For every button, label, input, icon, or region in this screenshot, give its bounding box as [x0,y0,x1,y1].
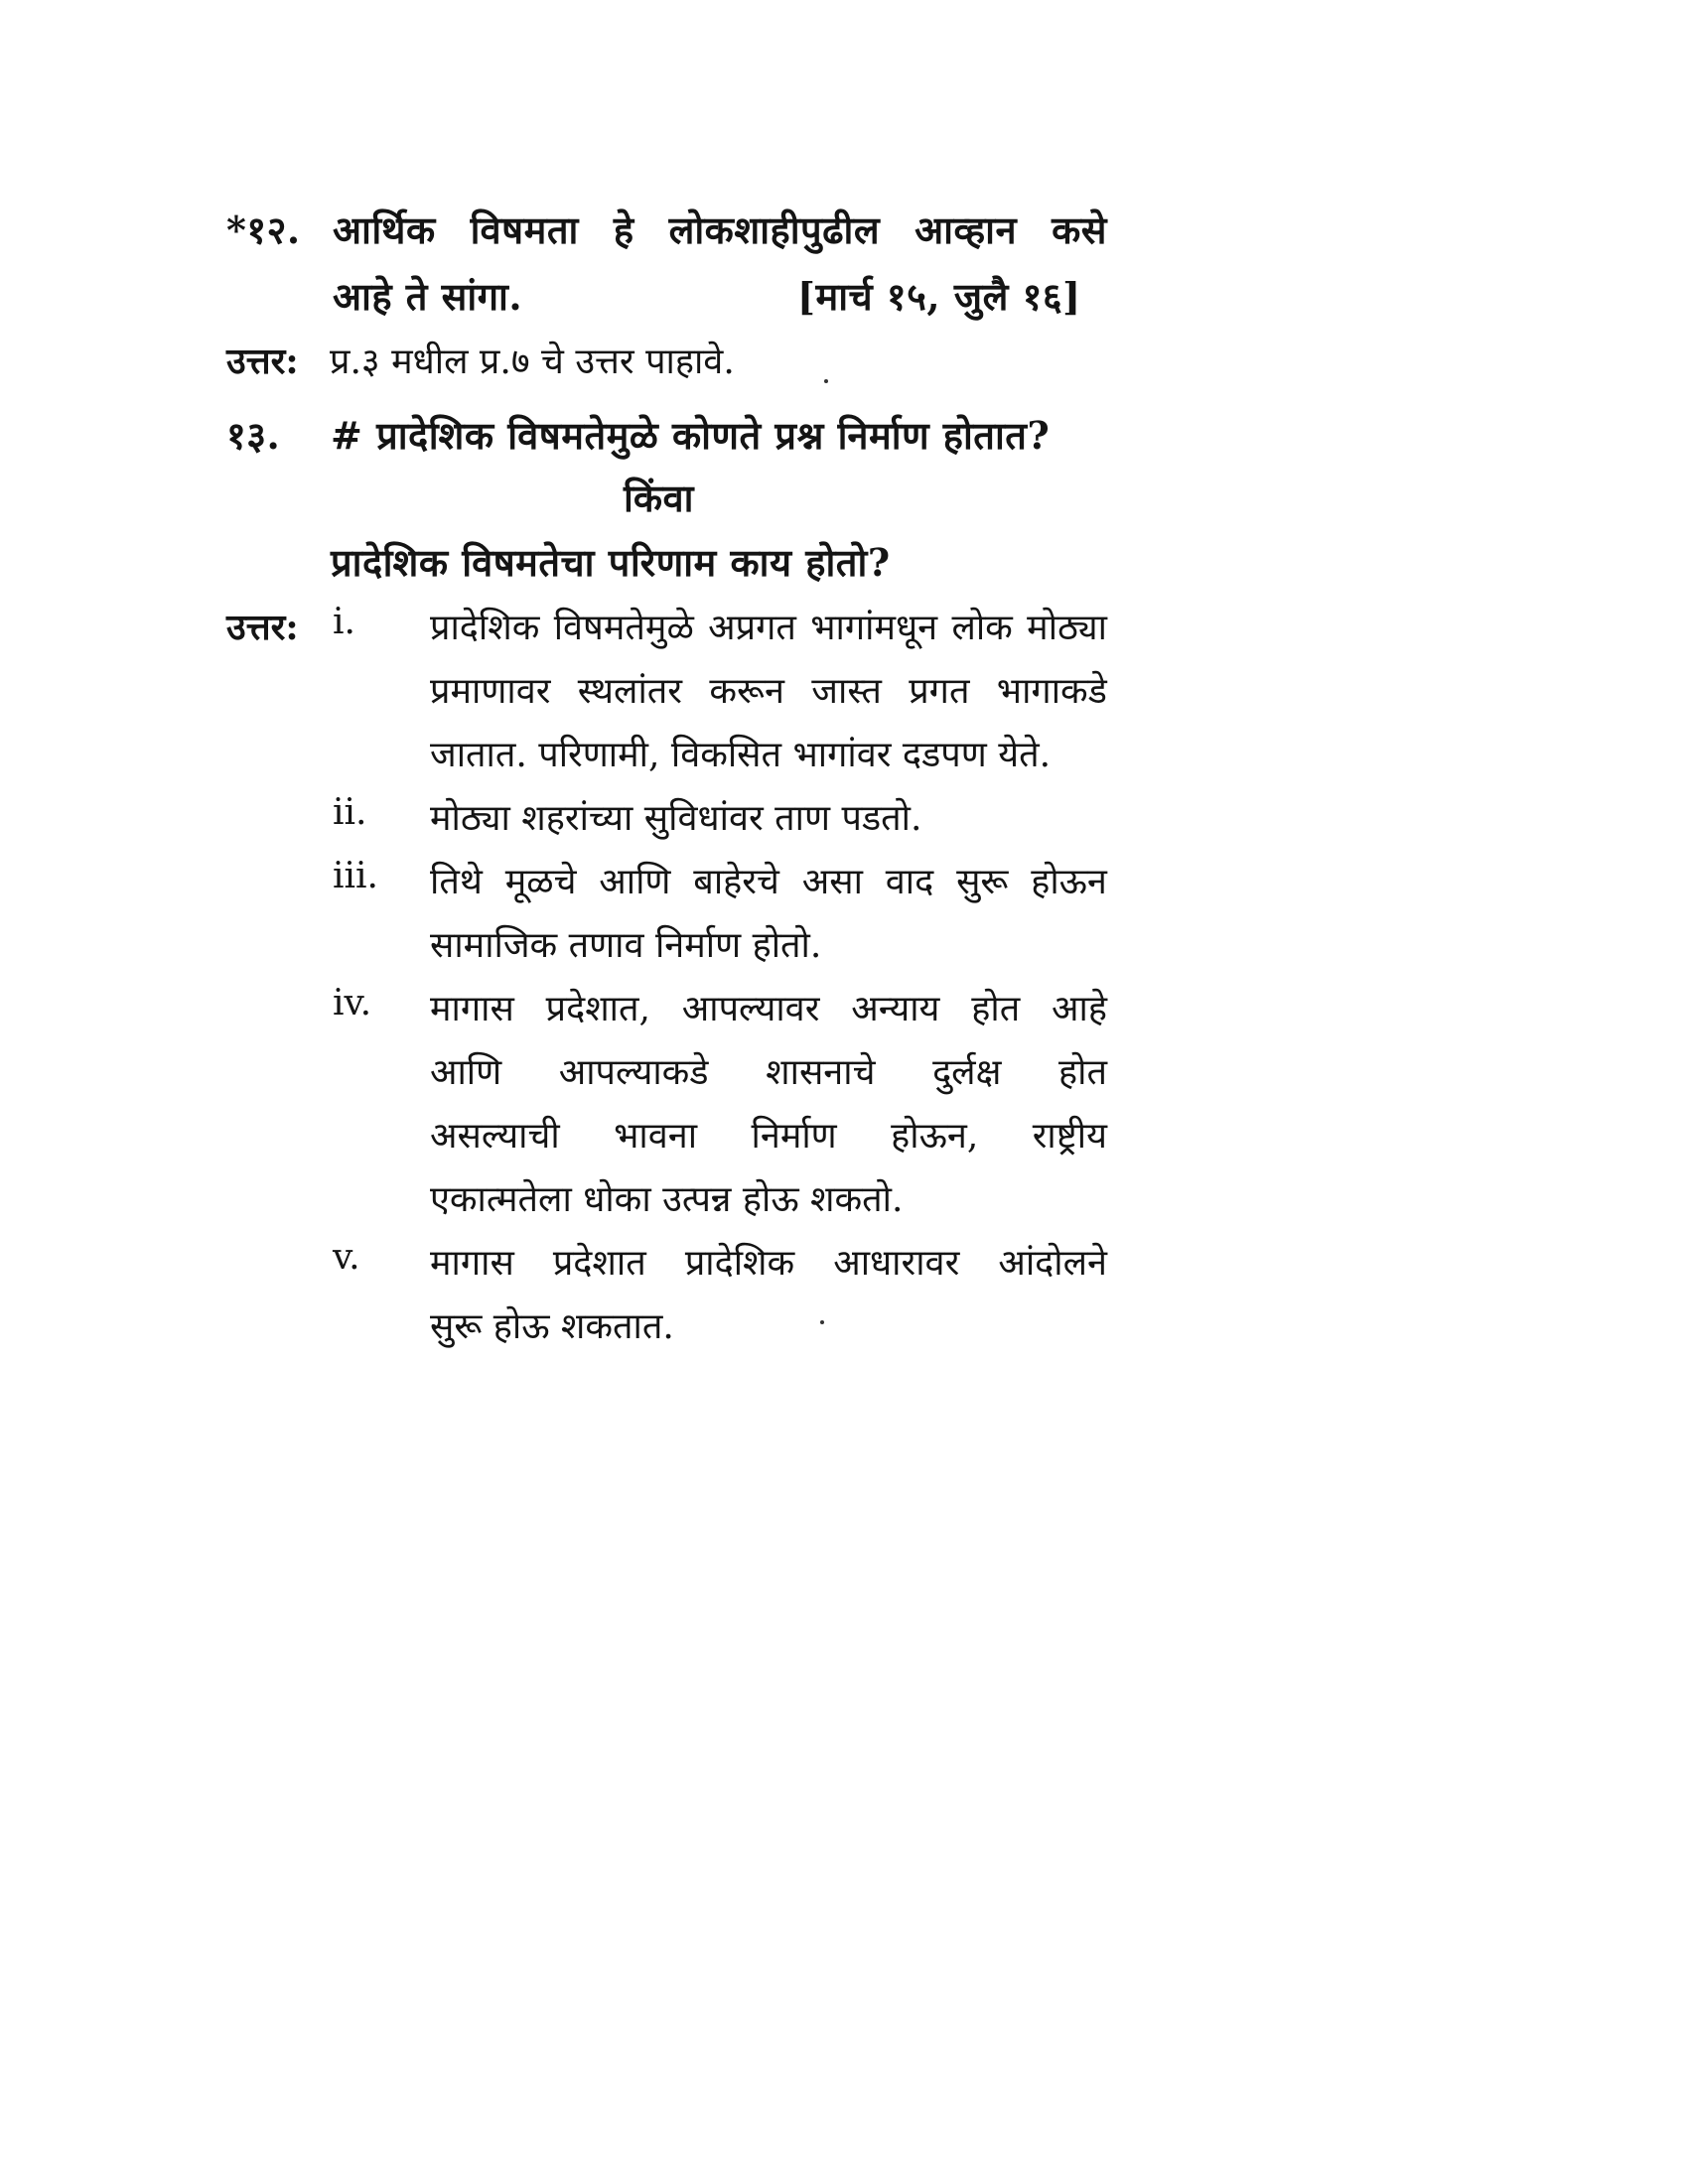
point-iii-line-2: सामाजिक तणाव निर्माण होतो. [430,925,822,966]
word: अन्याय [851,989,940,1029]
word: सुरू [956,862,1009,902]
word: आणि [599,862,671,902]
word: विषमतेमुळे [553,608,694,648]
word: प्रमाणावर [430,671,551,712]
word: तिथे [430,862,483,902]
word: भागांमधून [810,608,938,648]
point-i-line-2 [430,665,1107,714]
word: लोक [951,608,1013,648]
point-marker: iv. [333,983,372,1024]
speck [824,379,828,383]
word: असल्याची [430,1116,560,1157]
word: मोठ्या [1027,608,1107,648]
question-13-or: किंवा [624,476,694,520]
word: स्थलांतर [577,671,683,712]
point-ii-line-1: मोठ्या शहरांच्या सुविधांवर ताण पडतो. [430,798,922,839]
word: आणि [430,1052,502,1093]
word: आपल्यावर [681,989,820,1029]
word: मूळचे [504,862,577,902]
word: भावना [614,1116,698,1157]
word: होऊन, [891,1116,979,1157]
word: लोकशाहीपुढील [668,207,881,252]
word: करून [709,671,784,712]
question-12-reference: [मार्च १५, जुलै १६] [797,274,1081,319]
question-13-alt-text: प्रादेशिक विषमतेचा परिणाम काय होतो? [331,540,891,585]
word: बाहेरचे [693,862,779,902]
point-marker: ii. [333,792,367,833]
point-iv-line-1 [430,983,1107,1031]
point-iv-line-4: एकात्मतेला धोका उत्पन्न होऊ शकतो. [430,1179,904,1220]
point-iv-line-3 [430,1110,1107,1159]
question-12-number: *१२. [226,207,301,252]
word: राष्ट्रीय [1032,1116,1107,1157]
word: होत [1058,1052,1107,1093]
point-marker: iii. [333,856,378,896]
word: आंदोलने [998,1243,1107,1284]
word: निर्माण [751,1116,837,1157]
word: प्रदेशात [552,1243,646,1284]
question-12-line-1 [333,204,1107,255]
point-marker: v. [333,1237,360,1278]
point-marker: i. [333,602,355,642]
word: प्रगत [909,671,970,712]
speck [820,1320,824,1324]
word: होऊन [1031,862,1107,902]
question-13-number: १३. [226,413,281,458]
word: हे [613,207,634,252]
word: आहे [1052,989,1107,1029]
word: आपल्याकडे [558,1052,709,1093]
word: मागास [430,1243,514,1284]
word: जास्त [811,671,882,712]
word: विषमता [470,207,579,252]
word: कसे [1052,207,1107,252]
point-i-line-3: जातात. परिणामी, विकसित भागांवर दडपण येते. [430,735,1052,775]
word: आर्थिक [333,207,436,252]
word: मागास [430,989,514,1029]
word: प्रदेशात, [545,989,650,1029]
answer-12-text: प्र.३ मधील प्र.७ चे उत्तर पाहावे. [330,341,735,382]
point-v-line-1 [430,1237,1107,1286]
word: शासनाचे [766,1052,876,1093]
point-iii-line-1 [430,856,1107,904]
word: प्रादेशिक [684,1243,795,1284]
word: असा [801,862,863,902]
point-v-line-2: सुरू होऊ शकतात. [430,1306,674,1347]
word: आधारावर [833,1243,960,1284]
answer-13-label: उत्तर: [226,607,299,648]
word: होत [971,989,1021,1029]
word: प्रादेशिक [430,608,540,648]
question-12-line-2: आहे ते सांगा. [333,274,523,319]
word: अप्रगत [708,608,796,648]
question-13-text: # प्रादेशिक विषमतेमुळे कोणते प्रश्न निर्माण होतात? [331,413,1051,458]
word: दुर्लक्ष [932,1052,1002,1093]
word: आव्हान [914,207,1018,252]
point-iv-line-2 [430,1046,1107,1095]
word: वाद [885,862,934,902]
answer-12-label: उत्तर: [226,341,299,382]
point-i-line-1 [430,602,1107,650]
word: भागाकडे [996,671,1107,712]
